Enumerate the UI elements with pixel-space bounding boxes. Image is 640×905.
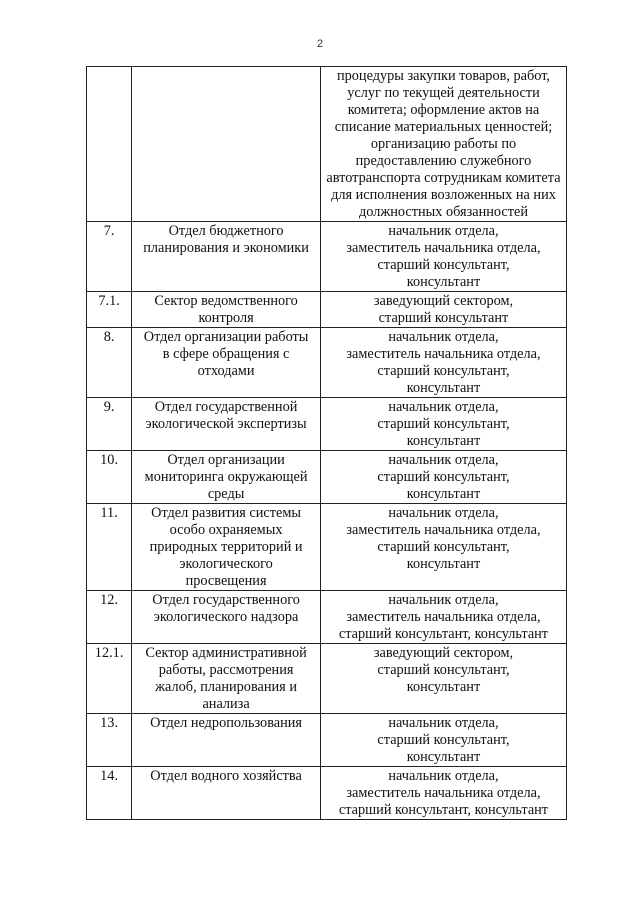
row-number: 12. xyxy=(87,591,132,644)
department-name-line: экологического надзора xyxy=(153,609,299,625)
position-line: старший консультант, xyxy=(377,363,510,379)
department-name-line: Отдел организации xyxy=(167,452,285,468)
position-line: предоставлению служебного xyxy=(355,153,532,169)
position-line: процедуры закупки товаров, работ, xyxy=(336,68,550,84)
position-line: старший консультант, xyxy=(377,662,510,678)
position-line: начальник отдела, xyxy=(388,399,499,415)
position-line: начальник отдела, xyxy=(388,592,499,608)
department-name-line: мониторинга окружающей xyxy=(144,469,308,485)
row-number: 10. xyxy=(87,451,132,504)
department-name-line: анализа xyxy=(202,696,250,712)
row-number: 14. xyxy=(87,767,132,820)
table-row xyxy=(87,451,567,504)
positions-list xyxy=(320,591,566,644)
position-line: начальник отдела, xyxy=(388,452,499,468)
department-name xyxy=(132,398,321,451)
position-line: организацию работы по xyxy=(370,136,517,152)
position-line: комитета; оформление актов на xyxy=(347,102,540,118)
position-line: старший консультант, xyxy=(377,539,510,555)
row-number: 7. xyxy=(87,222,132,292)
positions-list xyxy=(320,398,566,451)
position-line: старший консультант, консультант xyxy=(338,802,549,818)
position-line: начальник отдела, xyxy=(388,329,499,345)
position-line: консультант xyxy=(406,433,481,449)
positions-list xyxy=(320,767,566,820)
position-line: начальник отдела, xyxy=(388,223,499,239)
position-line: списание материальных ценностей; xyxy=(334,119,553,135)
department-name xyxy=(132,767,321,820)
department-name-line: контроля xyxy=(198,310,254,326)
position-line: для исполнения возложенных на них xyxy=(331,187,556,203)
department-name-line: Отдел государственного xyxy=(152,592,300,608)
table-row xyxy=(87,222,567,292)
position-line: услуг по текущей деятельности xyxy=(347,85,540,101)
position-line: старший консультант, xyxy=(377,416,510,432)
position-line: консультант xyxy=(406,556,481,572)
row-number: 9. xyxy=(87,398,132,451)
departments-table xyxy=(86,66,567,820)
row-number: 12.1. xyxy=(87,644,132,714)
table-row xyxy=(87,67,567,222)
department-name xyxy=(132,451,321,504)
position-line: заместитель начальника отдела, xyxy=(346,785,541,801)
position-line: заместитель начальника отдела, xyxy=(346,240,541,256)
table-row xyxy=(87,714,567,767)
row-number: 7.1. xyxy=(87,292,132,328)
department-name xyxy=(132,591,321,644)
page-number: 2 xyxy=(316,38,324,50)
positions-list xyxy=(320,451,566,504)
department-name-line: экологической экспертизы xyxy=(145,416,307,432)
position-line: начальник отдела, xyxy=(388,505,499,521)
department-name-line: особо охраняемых xyxy=(169,522,283,538)
position-line: заместитель начальника отдела, xyxy=(346,346,541,362)
position-line: старший консультант, xyxy=(377,469,510,485)
table-row xyxy=(87,504,567,591)
position-line: консультант xyxy=(406,380,481,396)
positions-list xyxy=(320,222,566,292)
position-line: старший консультант xyxy=(378,310,509,326)
department-name-line: работы, рассмотрения xyxy=(158,662,294,678)
department-name-line: Отдел водного хозяйства xyxy=(150,768,302,784)
position-line: консультант xyxy=(406,679,481,695)
position-line: старший консультант, xyxy=(377,732,510,748)
positions-list xyxy=(320,67,566,222)
department-name xyxy=(132,644,321,714)
department-name-line: Отдел недропользования xyxy=(150,715,302,731)
position-line: консультант xyxy=(406,486,481,502)
department-name-line: просвещения xyxy=(185,573,267,589)
position-line: старший консультант, xyxy=(377,257,510,273)
position-line: начальник отдела, xyxy=(388,715,499,731)
position-line: должностных обязанностей xyxy=(358,204,528,220)
position-line: консультант xyxy=(406,274,481,290)
table-row xyxy=(87,328,567,398)
table-row xyxy=(87,644,567,714)
positions-list xyxy=(320,292,566,328)
department-name-line: Отдел государственной xyxy=(154,399,298,415)
positions-list xyxy=(320,504,566,591)
position-line: консультант xyxy=(406,749,481,765)
table-row xyxy=(87,767,567,820)
positions-list xyxy=(320,328,566,398)
department-name xyxy=(132,292,321,328)
table-row xyxy=(87,591,567,644)
department-name xyxy=(132,714,321,767)
position-line: заведующий сектором, xyxy=(373,293,514,309)
department-name xyxy=(132,67,321,222)
positions-list xyxy=(320,644,566,714)
position-line: заместитель начальника отдела, xyxy=(346,522,541,538)
position-line: заведующий сектором, xyxy=(373,645,514,661)
row-number: 8. xyxy=(87,328,132,398)
department-name-line: планирования и экономики xyxy=(143,240,309,256)
department-name-line: среды xyxy=(207,486,245,502)
table-row xyxy=(87,398,567,451)
department-name-line: Сектор ведомственного xyxy=(154,293,298,309)
table-body xyxy=(87,67,567,820)
position-line: автотранспорта сотрудникам комитета xyxy=(326,170,561,186)
department-name-line: Сектор административной xyxy=(145,645,307,661)
department-name xyxy=(132,504,321,591)
department-name-line: отходами xyxy=(197,363,255,379)
position-line: старший консультант, консультант xyxy=(338,626,549,642)
position-line: начальник отдела, xyxy=(388,768,499,784)
department-name xyxy=(132,328,321,398)
department-name-line: жалоб, планирования и xyxy=(155,679,297,695)
row-number: 11. xyxy=(87,504,132,591)
department-name-line: Отдел развития системы xyxy=(151,505,302,521)
department-name-line: в сфере обращения с xyxy=(162,346,290,362)
department-name-line: Отдел бюджетного xyxy=(168,223,284,239)
positions-list xyxy=(320,714,566,767)
position-line: заместитель начальника отдела, xyxy=(346,609,541,625)
department-name-line: природных территорий и xyxy=(149,539,303,555)
department-name-line: Отдел организации работы xyxy=(143,329,309,345)
table-row xyxy=(87,292,567,328)
department-name-line: экологического xyxy=(179,556,273,572)
row-number xyxy=(87,67,132,222)
department-name xyxy=(132,222,321,292)
row-number: 13. xyxy=(87,714,132,767)
